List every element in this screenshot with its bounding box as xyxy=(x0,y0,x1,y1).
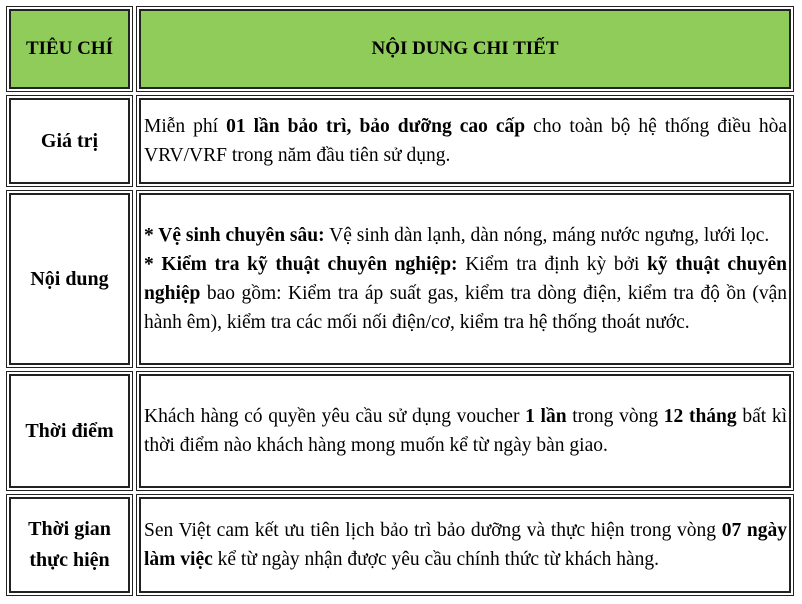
header-details-cell xyxy=(139,9,791,89)
row-value-label: Giá trị xyxy=(40,129,99,152)
row-content-content xyxy=(144,221,787,337)
bold-segment: * Kiểm tra kỹ thuật chuyên nghiệp: xyxy=(144,254,458,275)
text-segment: trong vòng xyxy=(566,406,664,427)
header-criteria-cell xyxy=(9,9,130,89)
bold-segment: 07 ngày làm việc xyxy=(144,520,787,570)
row-value-content-cell xyxy=(139,98,791,184)
row-content-label-cell xyxy=(9,193,130,365)
bold-segment: * Vệ sinh chuyên sâu: xyxy=(144,225,325,246)
text-segment: Kiểm tra định kỳ bởi xyxy=(457,254,648,275)
text-segment: Vệ sinh dàn lạnh, dàn nóng, máng nước ngưng, lưới lọc. xyxy=(324,225,770,246)
inspection-paragraph xyxy=(144,250,787,337)
text-segment: bất kì thời điểm nào khách hàng mong muốn kể từ ngày bàn giao. xyxy=(144,406,788,456)
row-timing-content xyxy=(144,402,787,460)
cleaning-paragraph xyxy=(144,221,787,250)
text-segment: bao gồm: Kiểm tra áp suất gas, kiểm tra dòng điện, kiểm tra độ ồn (vận hành êm), kiểm tra các mối nối điện/cơ, kiểm tra hệ thống thoát nước. xyxy=(144,283,787,333)
row-content-label: Nội dung xyxy=(30,267,109,290)
header-details-label: NỘI DUNG CHI TIẾT xyxy=(371,38,559,59)
bold-segment: kỹ thuật chuyên nghiệp xyxy=(144,254,787,304)
header-criteria-label: TIÊU CHÍ xyxy=(25,38,114,59)
row-value-label-cell xyxy=(9,98,130,184)
text-segment: cho toàn bộ hệ thống điều hòa VRV/VRF trong năm đầu tiên sử dụng. xyxy=(144,116,787,166)
row-timing-content-cell xyxy=(139,374,791,488)
row-duration-label-line2: thực hiện xyxy=(29,549,110,571)
text-segment: Khách hàng có quyền yêu cầu sử dụng voucher xyxy=(144,406,526,427)
bold-segment: 01 lần bảo trì, bảo dưỡng cao cấp xyxy=(226,116,526,137)
row-value-content xyxy=(144,112,787,170)
bold-segment: 12 tháng xyxy=(663,406,737,427)
bold-segment: 1 lần xyxy=(525,406,567,427)
row-duration-content-cell xyxy=(139,497,791,593)
row-timing-label: Thời điểm xyxy=(25,419,114,442)
text-segment: Miễn phí xyxy=(144,116,227,137)
text-segment: kể từ ngày nhận được yêu cầu chính thức từ khách hàng. xyxy=(212,549,660,570)
row-duration-label-line1: Thời gian xyxy=(28,518,111,540)
row-content-content-cell xyxy=(139,193,791,365)
row-duration-content xyxy=(144,516,787,574)
row-timing-label-cell xyxy=(9,374,130,488)
text-segment: Sen Việt cam kết ưu tiên lịch bảo trì bảo dưỡng và thực hiện trong vòng xyxy=(144,520,722,541)
row-duration-label-cell xyxy=(9,497,130,593)
